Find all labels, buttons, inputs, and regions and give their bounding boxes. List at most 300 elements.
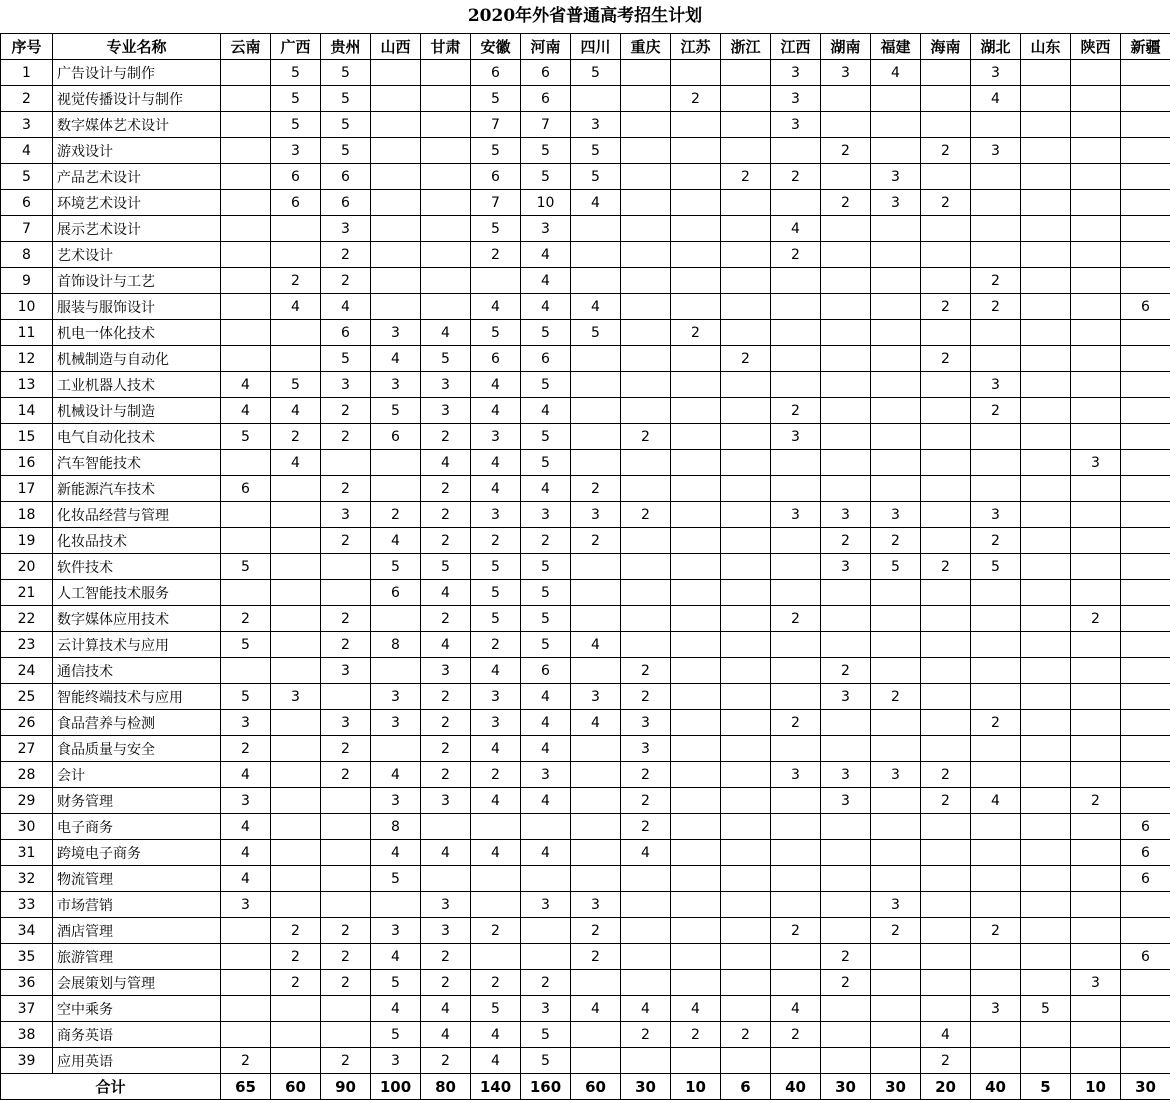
quota-cell	[271, 216, 321, 242]
total-cell: 30	[821, 1074, 871, 1100]
quota-cell	[971, 606, 1021, 632]
row-index: 7	[1, 216, 53, 242]
quota-cell: 5	[321, 346, 371, 372]
quota-cell: 2	[971, 918, 1021, 944]
quota-cell: 5	[321, 138, 371, 164]
quota-cell: 3	[371, 372, 421, 398]
quota-cell: 2	[921, 554, 971, 580]
quota-cell: 6	[1121, 814, 1170, 840]
quota-cell: 5	[321, 60, 371, 86]
quota-cell	[1121, 476, 1170, 502]
quota-cell: 2	[621, 684, 671, 710]
quota-cell: 3	[321, 502, 371, 528]
quota-cell: 3	[521, 502, 571, 528]
row-index: 29	[1, 788, 53, 814]
quota-cell	[671, 814, 721, 840]
quota-cell: 4	[421, 450, 471, 476]
quota-cell: 3	[821, 762, 871, 788]
quota-cell: 2	[721, 164, 771, 190]
quota-cell: 2	[271, 268, 321, 294]
quota-cell	[671, 762, 721, 788]
quota-cell: 4	[371, 346, 421, 372]
quota-cell	[771, 892, 821, 918]
quota-cell	[1021, 320, 1071, 346]
major-name: 广告设计与制作	[53, 60, 221, 86]
quota-cell	[271, 840, 321, 866]
quota-cell: 2	[521, 970, 571, 996]
quota-cell	[871, 840, 921, 866]
quota-cell	[421, 814, 471, 840]
quota-cell	[1071, 398, 1121, 424]
quota-cell	[671, 684, 721, 710]
quota-cell	[721, 840, 771, 866]
quota-cell	[221, 528, 271, 554]
quota-cell	[521, 866, 571, 892]
quota-cell: 3	[421, 372, 471, 398]
quota-cell: 2	[1071, 606, 1121, 632]
quota-cell: 5	[521, 450, 571, 476]
quota-cell	[821, 424, 871, 450]
quota-cell: 4	[221, 866, 271, 892]
quota-cell	[671, 424, 721, 450]
quota-cell: 2	[921, 346, 971, 372]
quota-cell	[671, 710, 721, 736]
quota-cell	[571, 554, 621, 580]
quota-cell: 2	[321, 1048, 371, 1074]
quota-cell	[1021, 762, 1071, 788]
row-index: 15	[1, 424, 53, 450]
total-cell: 40	[971, 1074, 1021, 1100]
row-index: 34	[1, 918, 53, 944]
quota-cell	[1121, 970, 1170, 996]
quota-cell: 3	[771, 424, 821, 450]
quota-cell	[271, 476, 321, 502]
row-index: 8	[1, 242, 53, 268]
table-row	[1, 918, 1170, 944]
row-index: 38	[1, 1022, 53, 1048]
quota-cell: 2	[421, 1048, 471, 1074]
quota-cell: 5	[521, 580, 571, 606]
quota-cell	[971, 840, 1021, 866]
table-row	[1, 840, 1170, 866]
quota-cell	[621, 450, 671, 476]
quota-cell: 4	[221, 840, 271, 866]
quota-cell	[321, 1022, 371, 1048]
quota-cell	[871, 736, 921, 762]
quota-cell: 3	[221, 788, 271, 814]
quota-cell: 2	[971, 528, 1021, 554]
table-row	[1, 1022, 1170, 1048]
quota-cell	[621, 346, 671, 372]
quota-cell	[1121, 892, 1170, 918]
quota-cell	[771, 294, 821, 320]
quota-cell: 4	[521, 242, 571, 268]
quota-cell	[871, 580, 921, 606]
major-name: 环境艺术设计	[53, 190, 221, 216]
quota-cell	[271, 632, 321, 658]
quota-cell	[671, 346, 721, 372]
quota-cell: 5	[221, 424, 271, 450]
quota-cell: 3	[421, 658, 471, 684]
quota-cell: 2	[871, 918, 921, 944]
quota-cell	[671, 970, 721, 996]
quota-cell	[221, 164, 271, 190]
quota-cell	[721, 710, 771, 736]
quota-cell	[921, 866, 971, 892]
quota-cell	[821, 840, 871, 866]
quota-cell: 2	[771, 918, 821, 944]
quota-cell	[1071, 60, 1121, 86]
quota-cell	[1071, 242, 1121, 268]
quota-cell: 5	[521, 320, 571, 346]
column-header: 新疆	[1121, 34, 1170, 60]
quota-cell	[971, 580, 1021, 606]
quota-cell	[971, 970, 1021, 996]
quota-cell: 4	[971, 86, 1021, 112]
quota-cell: 6	[271, 164, 321, 190]
quota-cell	[771, 658, 821, 684]
quota-cell	[471, 268, 521, 294]
quota-cell	[871, 346, 921, 372]
quota-cell	[971, 632, 1021, 658]
quota-cell	[921, 528, 971, 554]
quota-cell	[721, 580, 771, 606]
quota-cell	[221, 970, 271, 996]
quota-cell	[221, 242, 271, 268]
quota-cell	[271, 1022, 321, 1048]
quota-cell	[271, 528, 321, 554]
quota-cell	[1021, 944, 1071, 970]
row-index: 17	[1, 476, 53, 502]
quota-cell: 3	[771, 60, 821, 86]
quota-cell: 3	[221, 892, 271, 918]
quota-cell	[821, 996, 871, 1022]
quota-cell	[1021, 372, 1071, 398]
quota-cell: 4	[521, 788, 571, 814]
quota-cell: 4	[221, 372, 271, 398]
quota-cell: 3	[821, 788, 871, 814]
quota-cell: 5	[571, 320, 621, 346]
quota-cell	[671, 268, 721, 294]
quota-cell: 3	[371, 788, 421, 814]
quota-cell: 4	[971, 788, 1021, 814]
row-index: 33	[1, 892, 53, 918]
quota-cell	[721, 112, 771, 138]
quota-cell: 2	[821, 528, 871, 554]
quota-cell	[1071, 658, 1121, 684]
quota-cell	[921, 606, 971, 632]
table-row	[1, 86, 1170, 112]
quota-cell: 5	[521, 1048, 571, 1074]
quota-cell	[221, 138, 271, 164]
total-cell: 20	[921, 1074, 971, 1100]
quota-cell	[771, 138, 821, 164]
quota-cell: 3	[271, 684, 321, 710]
row-index: 22	[1, 606, 53, 632]
quota-cell	[1021, 450, 1071, 476]
quota-cell	[821, 892, 871, 918]
total-cell: 80	[421, 1074, 471, 1100]
quota-cell	[521, 944, 571, 970]
quota-cell	[1021, 814, 1071, 840]
quota-cell: 4	[471, 476, 521, 502]
quota-cell: 2	[271, 424, 321, 450]
quota-cell	[771, 450, 821, 476]
quota-cell: 3	[871, 190, 921, 216]
quota-cell: 3	[971, 138, 1021, 164]
quota-cell: 5	[221, 632, 271, 658]
quota-cell: 6	[521, 60, 571, 86]
quota-cell	[221, 216, 271, 242]
row-index: 26	[1, 710, 53, 736]
column-header: 江西	[771, 34, 821, 60]
quota-cell	[1121, 216, 1170, 242]
quota-cell	[221, 580, 271, 606]
table-row	[1, 788, 1170, 814]
quota-cell: 2	[871, 684, 921, 710]
quota-cell	[871, 944, 921, 970]
quota-cell: 3	[821, 684, 871, 710]
quota-cell	[721, 684, 771, 710]
quota-cell	[921, 476, 971, 502]
table-row	[1, 866, 1170, 892]
quota-cell	[571, 216, 621, 242]
quota-cell	[671, 138, 721, 164]
quota-cell	[671, 554, 721, 580]
major-name: 旅游管理	[53, 944, 221, 970]
quota-cell	[321, 580, 371, 606]
quota-cell: 3	[371, 684, 421, 710]
quota-cell	[1071, 996, 1121, 1022]
quota-cell	[771, 268, 821, 294]
quota-cell: 2	[471, 242, 521, 268]
column-header: 专业名称	[53, 34, 221, 60]
quota-cell	[1021, 580, 1071, 606]
row-index: 19	[1, 528, 53, 554]
column-header: 山东	[1021, 34, 1071, 60]
quota-cell	[421, 112, 471, 138]
quota-cell: 2	[921, 762, 971, 788]
quota-cell: 2	[821, 970, 871, 996]
quota-cell	[1071, 476, 1121, 502]
quota-cell	[1121, 60, 1170, 86]
quota-cell: 5	[471, 580, 521, 606]
quota-cell	[721, 450, 771, 476]
quota-cell: 5	[271, 86, 321, 112]
quota-cell	[971, 814, 1021, 840]
total-cell: 10	[671, 1074, 721, 1100]
quota-cell	[621, 216, 671, 242]
table-row	[1, 554, 1170, 580]
quota-cell	[321, 840, 371, 866]
quota-cell: 3	[771, 112, 821, 138]
quota-cell	[721, 762, 771, 788]
quota-cell	[221, 60, 271, 86]
quota-cell	[871, 476, 921, 502]
quota-cell	[221, 944, 271, 970]
quota-cell: 3	[471, 424, 521, 450]
quota-cell	[871, 996, 921, 1022]
major-name: 机械制造与自动化	[53, 346, 221, 372]
quota-cell: 4	[221, 814, 271, 840]
quota-cell	[471, 866, 521, 892]
quota-cell	[771, 684, 821, 710]
quota-cell: 3	[1071, 970, 1121, 996]
quota-cell: 3	[471, 684, 521, 710]
quota-cell	[371, 138, 421, 164]
quota-cell: 3	[321, 216, 371, 242]
quota-cell	[1021, 892, 1071, 918]
quota-cell: 5	[521, 164, 571, 190]
quota-cell: 5	[521, 1022, 571, 1048]
quota-cell	[1121, 528, 1170, 554]
major-name: 财务管理	[53, 788, 221, 814]
quota-cell	[1071, 580, 1121, 606]
quota-cell	[1121, 86, 1170, 112]
table-row	[1, 944, 1170, 970]
quota-cell	[821, 86, 871, 112]
quota-cell	[371, 216, 421, 242]
quota-cell: 5	[521, 138, 571, 164]
major-name: 机械设计与制造	[53, 398, 221, 424]
major-name: 电子商务	[53, 814, 221, 840]
quota-cell	[221, 502, 271, 528]
quota-cell	[721, 892, 771, 918]
quota-cell: 4	[871, 60, 921, 86]
quota-cell: 4	[921, 1022, 971, 1048]
quota-cell	[221, 346, 271, 372]
quota-cell	[1071, 216, 1121, 242]
quota-cell	[371, 294, 421, 320]
quota-cell: 2	[721, 346, 771, 372]
quota-cell	[571, 450, 621, 476]
quota-cell: 2	[271, 918, 321, 944]
quota-cell	[621, 294, 671, 320]
major-name: 人工智能技术服务	[53, 580, 221, 606]
total-cell: 90	[321, 1074, 371, 1100]
quota-cell	[871, 606, 921, 632]
quota-cell	[871, 138, 921, 164]
quota-cell	[1121, 632, 1170, 658]
quota-cell	[371, 190, 421, 216]
quota-cell: 6	[471, 164, 521, 190]
quota-cell	[471, 892, 521, 918]
quota-cell	[521, 814, 571, 840]
quota-cell	[721, 1048, 771, 1074]
table-row	[1, 346, 1170, 372]
quota-cell: 5	[471, 86, 521, 112]
quota-cell	[971, 112, 1021, 138]
quota-cell	[621, 138, 671, 164]
quota-cell	[821, 294, 871, 320]
quota-cell	[371, 164, 421, 190]
table-row	[1, 606, 1170, 632]
quota-cell	[671, 112, 721, 138]
major-name: 酒店管理	[53, 918, 221, 944]
row-index: 37	[1, 996, 53, 1022]
quota-cell	[871, 294, 921, 320]
quota-cell: 2	[871, 528, 921, 554]
quota-cell	[771, 528, 821, 554]
quota-cell: 3	[521, 892, 571, 918]
row-index: 3	[1, 112, 53, 138]
quota-cell: 2	[771, 606, 821, 632]
total-cell: 6	[721, 1074, 771, 1100]
quota-cell	[1021, 86, 1071, 112]
quota-cell	[921, 112, 971, 138]
column-header: 浙江	[721, 34, 771, 60]
quota-cell	[571, 1022, 621, 1048]
total-cell: 65	[221, 1074, 271, 1100]
quota-cell	[921, 216, 971, 242]
row-index: 27	[1, 736, 53, 762]
quota-cell	[671, 476, 721, 502]
quota-cell	[371, 736, 421, 762]
quota-cell: 2	[421, 944, 471, 970]
quota-cell	[621, 398, 671, 424]
quota-cell: 2	[271, 970, 321, 996]
quota-cell	[871, 970, 921, 996]
quota-cell	[1021, 606, 1071, 632]
quota-cell: 2	[471, 762, 521, 788]
quota-cell	[671, 398, 721, 424]
quota-cell	[1021, 164, 1071, 190]
table-row	[1, 502, 1170, 528]
quota-cell: 6	[1121, 840, 1170, 866]
quota-cell	[1071, 320, 1121, 346]
quota-cell	[1071, 86, 1121, 112]
quota-cell	[621, 268, 671, 294]
quota-cell	[671, 1048, 721, 1074]
quota-cell	[221, 294, 271, 320]
row-index: 18	[1, 502, 53, 528]
quota-cell	[221, 918, 271, 944]
quota-cell: 4	[521, 840, 571, 866]
quota-cell	[671, 736, 721, 762]
quota-cell	[821, 112, 871, 138]
quota-cell	[721, 866, 771, 892]
quota-cell	[221, 450, 271, 476]
quota-cell	[221, 190, 271, 216]
quota-cell	[721, 736, 771, 762]
quota-cell	[771, 580, 821, 606]
enrollment-plan-table	[0, 33, 1170, 1100]
quota-cell	[721, 424, 771, 450]
quota-cell	[1021, 294, 1071, 320]
quota-cell: 2	[921, 1048, 971, 1074]
quota-cell	[1121, 112, 1170, 138]
quota-cell	[271, 320, 321, 346]
quota-cell	[921, 372, 971, 398]
quota-cell: 5	[371, 398, 421, 424]
row-index: 1	[1, 60, 53, 86]
row-index: 6	[1, 190, 53, 216]
major-name: 云计算技术与应用	[53, 632, 221, 658]
quota-cell: 2	[671, 1022, 721, 1048]
quota-cell: 3	[271, 138, 321, 164]
quota-cell: 4	[521, 476, 571, 502]
quota-cell: 4	[271, 450, 321, 476]
column-header: 河南	[521, 34, 571, 60]
quota-cell: 4	[271, 398, 321, 424]
quota-cell	[571, 970, 621, 996]
quota-cell	[871, 450, 921, 476]
quota-cell: 4	[571, 190, 621, 216]
quota-cell: 6	[521, 346, 571, 372]
quota-cell	[721, 476, 771, 502]
quota-cell: 3	[321, 658, 371, 684]
quota-cell	[771, 1048, 821, 1074]
